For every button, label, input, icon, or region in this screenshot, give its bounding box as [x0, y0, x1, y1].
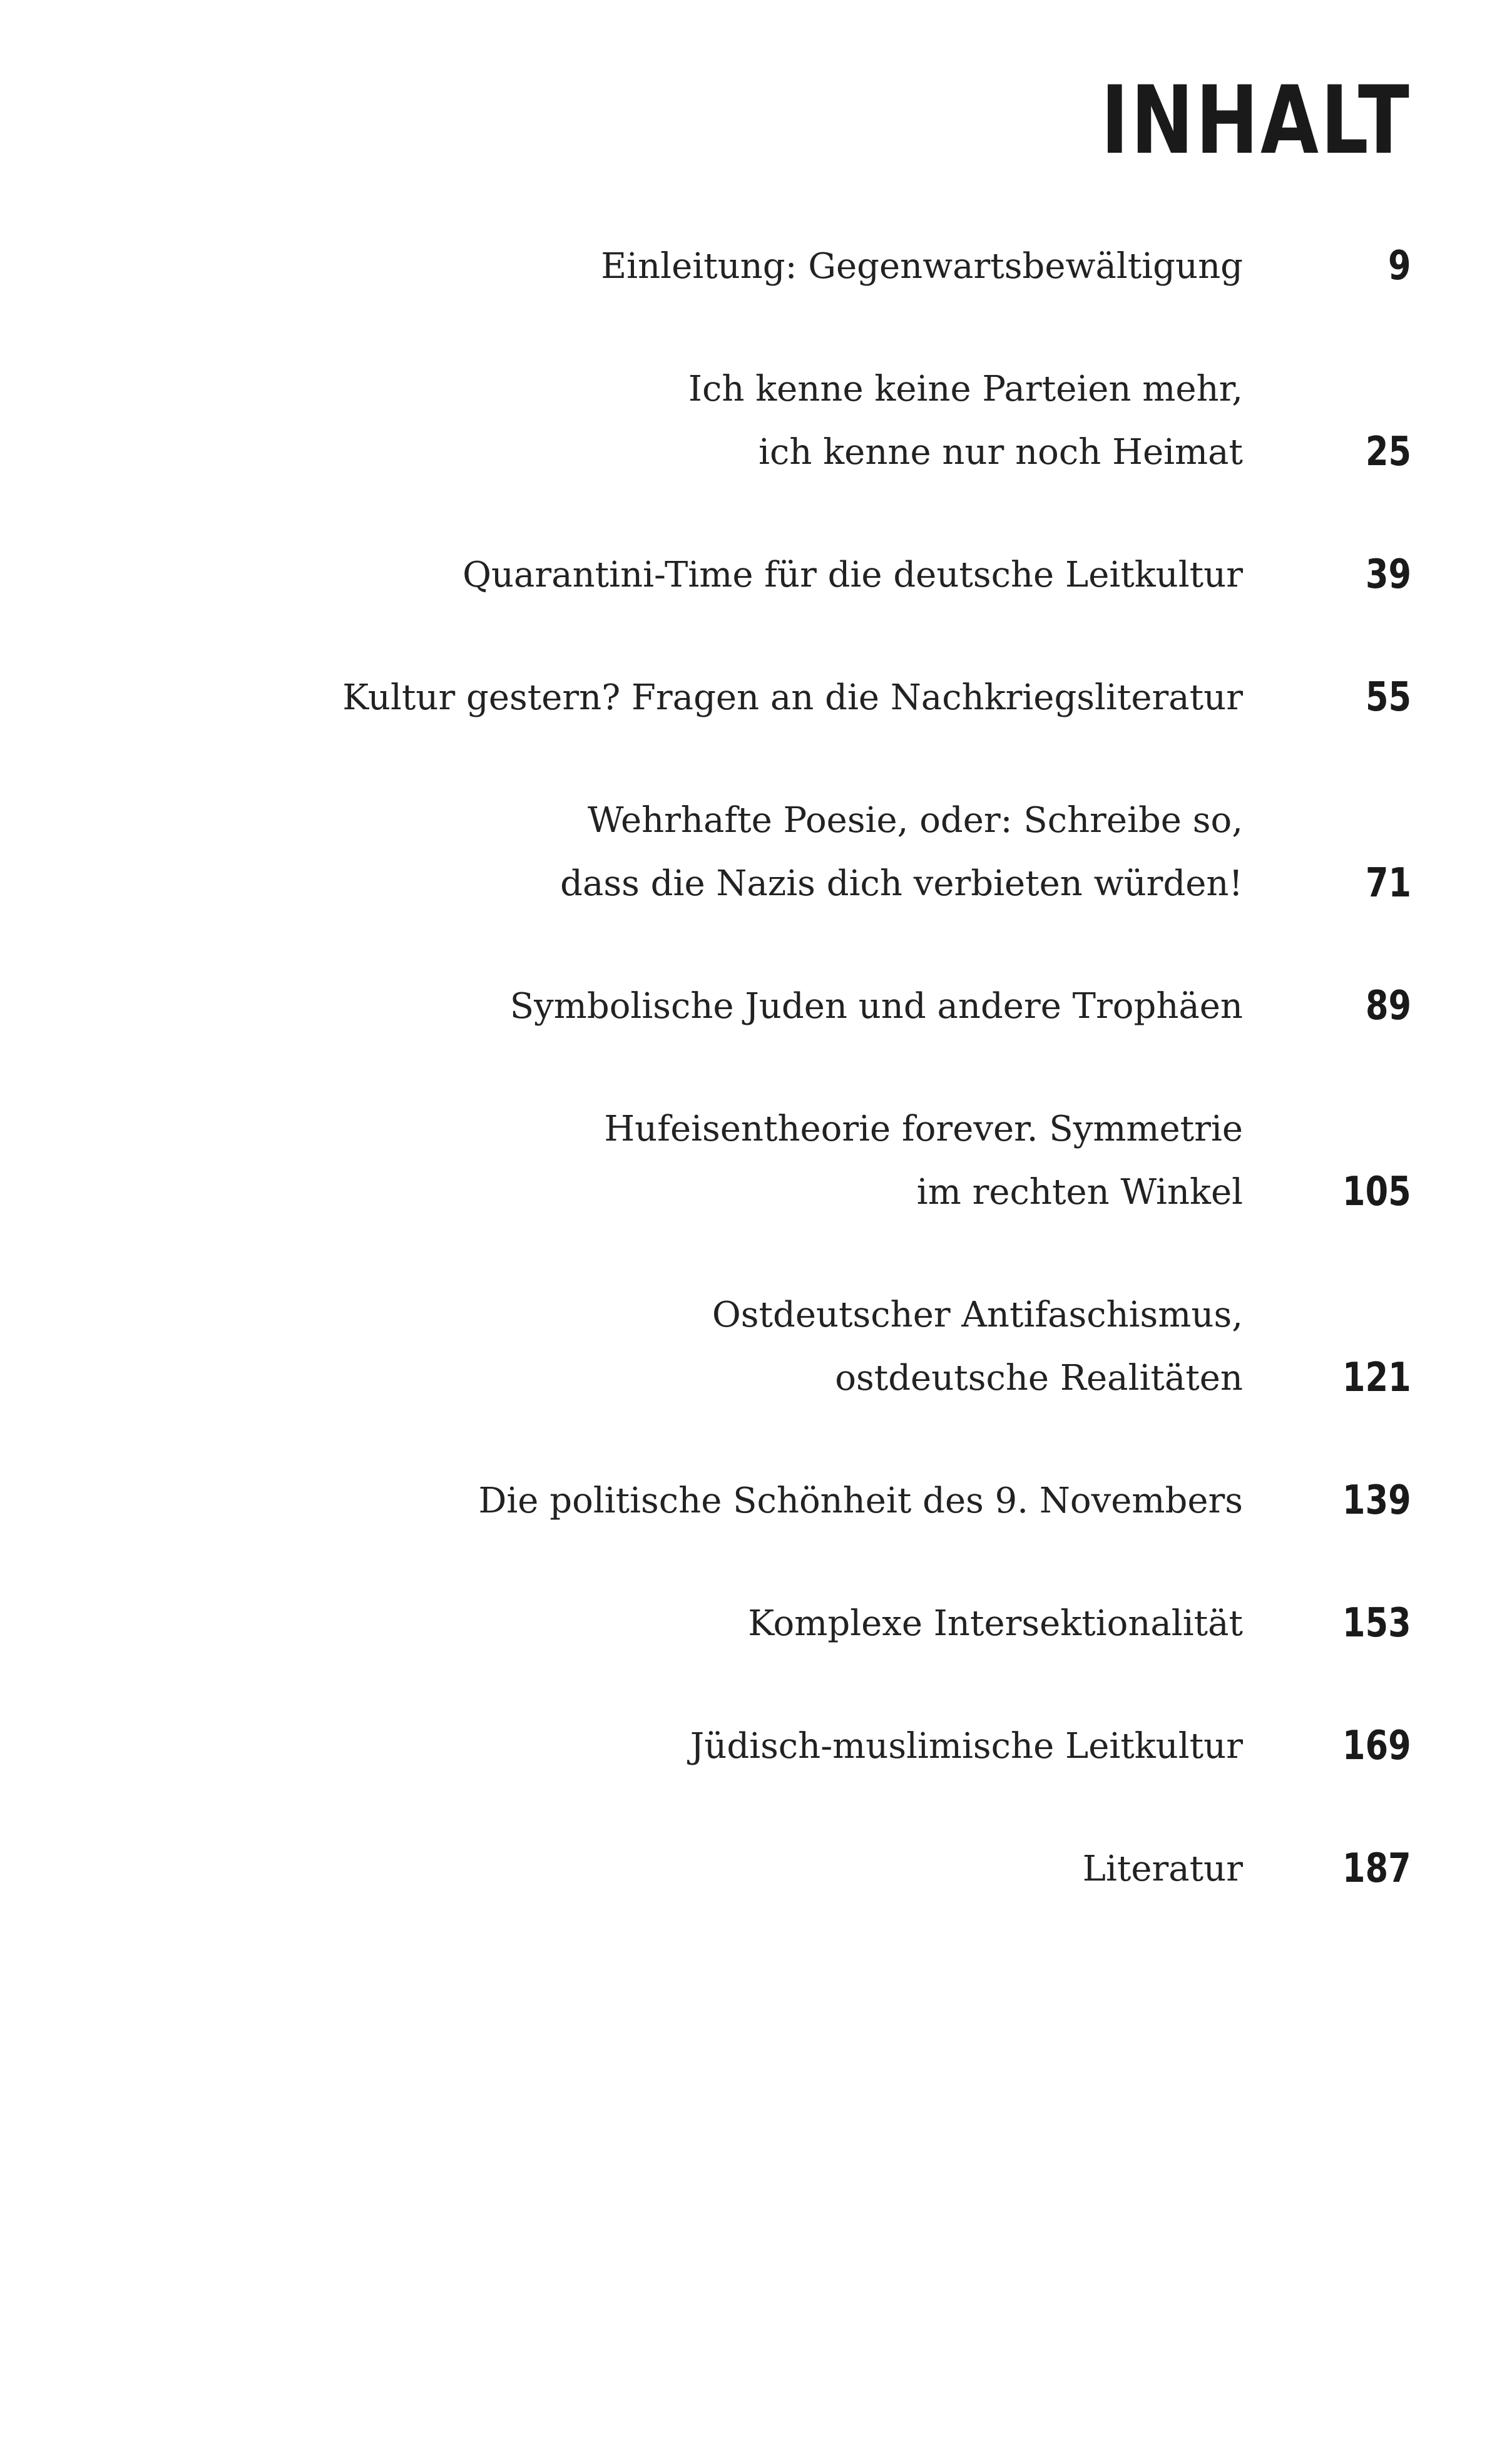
toc-entry-title: Kultur gestern? Fragen an die Nachkriegsliteratur	[342, 677, 1243, 718]
toc-entry	[0, 235, 1502, 298]
toc-entry-title: Ostdeutscher Antifaschismus, ostdeutsche Realitäten	[712, 1295, 1243, 1399]
toc-entry	[0, 789, 1502, 915]
toc-entry-title: Komplexe Intersektionalität	[748, 1603, 1243, 1644]
toc-entry	[0, 666, 1502, 729]
toc-page-number: 169	[1342, 1723, 1411, 1769]
toc-entry	[0, 1837, 1502, 1901]
toc-entry	[0, 1592, 1502, 1655]
toc-page-number: 9	[1388, 243, 1411, 289]
toc-page-number: 39	[1365, 552, 1411, 598]
toc-entry	[0, 1469, 1502, 1532]
toc-entry	[0, 1097, 1502, 1224]
toc-page-number: 55	[1365, 674, 1411, 721]
toc-entry-title: Einleitung: Gegenwartsbewältigung	[601, 246, 1243, 287]
toc-page-number: 187	[1342, 1845, 1411, 1892]
table-of-contents	[0, 235, 1502, 1960]
toc-page-number: 25	[1365, 429, 1411, 475]
toc-entry-title: Jüdisch-muslimische Leitkultur	[690, 1726, 1243, 1767]
toc-page-number: 89	[1365, 983, 1411, 1029]
toc-entry-title: Hufeisentheorie forever. Symmetrie im rechten Winkel	[604, 1109, 1243, 1213]
toc-page-number: 105	[1342, 1169, 1411, 1215]
toc-page-number: 153	[1342, 1600, 1411, 1646]
toc-entry-title: Ich kenne keine Parteien mehr, ich kenne nur noch Heimat	[688, 369, 1243, 473]
toc-page-number: 71	[1365, 860, 1411, 906]
toc-page-number: 121	[1342, 1355, 1411, 1401]
toc-entry-title: Quarantini-Time für die deutsche Leitkultur	[462, 555, 1243, 595]
toc-entry-title: Die politische Schönheit des 9. Novembers	[478, 1481, 1243, 1521]
toc-entry	[0, 1715, 1502, 1778]
toc-page-number: 139	[1342, 1477, 1411, 1524]
toc-entry	[0, 357, 1502, 484]
toc-entry-title: Literatur	[1082, 1849, 1243, 1889]
toc-entry-title: Wehrhafte Poesie, oder: Schreibe so, dass die Nazis dich verbieten würden!	[560, 800, 1243, 904]
toc-entry	[0, 975, 1502, 1038]
toc-entry-title: Symbolische Juden und andere Trophäen	[509, 986, 1243, 1027]
toc-entry	[0, 543, 1502, 607]
toc-entry	[0, 1283, 1502, 1410]
page-heading: INHALT	[1100, 66, 1411, 175]
